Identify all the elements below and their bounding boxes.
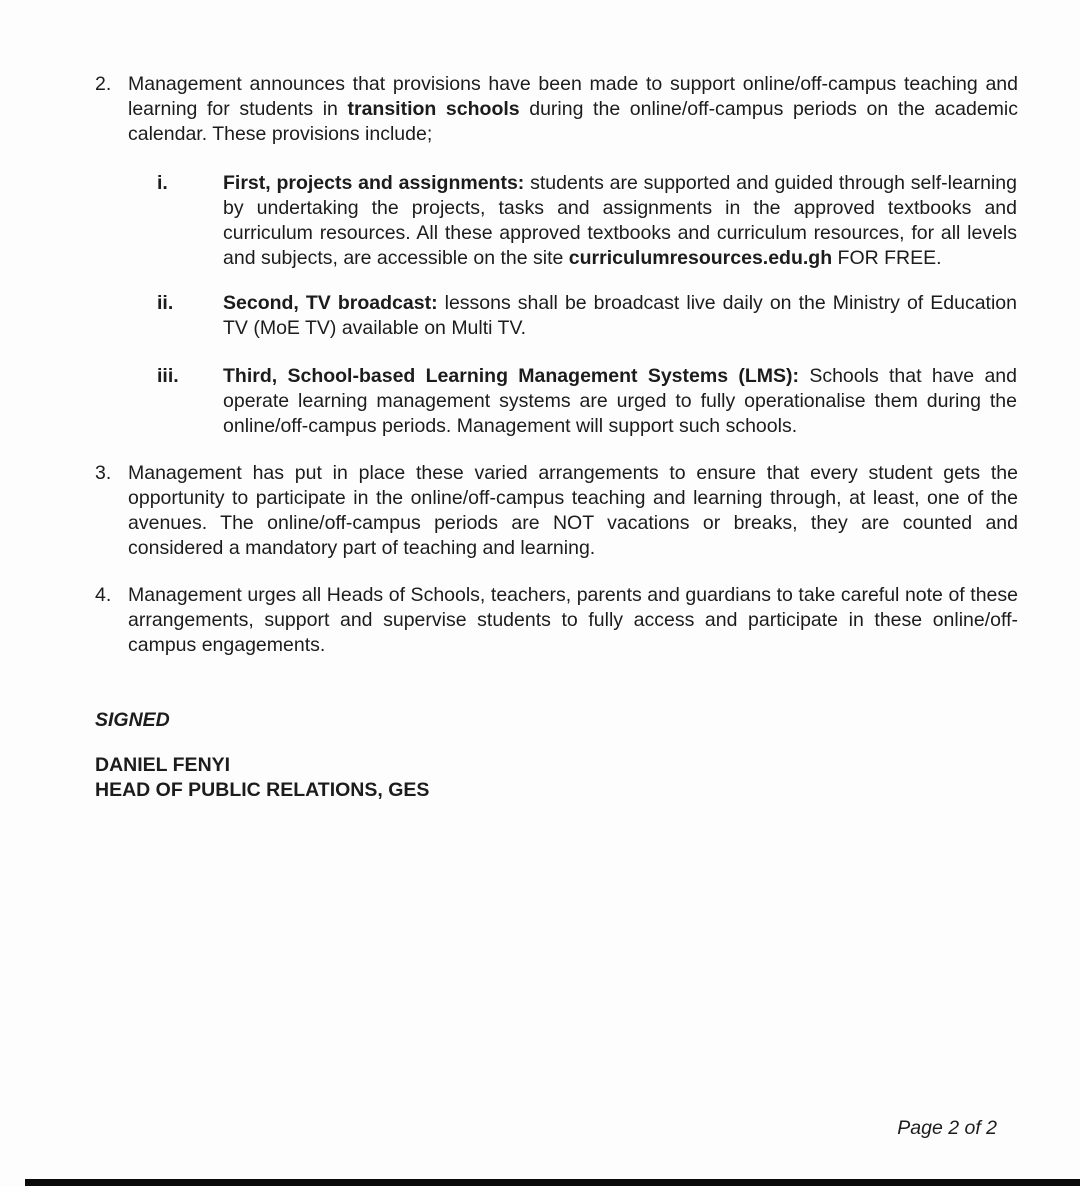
sub-item-i <box>0 171 1080 271</box>
numbered-item-3-text: Management has put in place these varied arrangements to ensure that every student gets the opportunity to participate in the online/off-campus teaching and learning through, at least, one of the avenues. The online/off-campus periods are NOT vacations or breaks, they are counted and considered a mandatory part of teaching and learning. <box>128 462 1018 559</box>
sub-item-ii-text: Second, TV broadcast: lessons shall be broadcast live daily on the Ministry of Education TV (MoE TV) available on Multi TV. <box>223 292 1017 339</box>
numbered-item-4-marker: 4. <box>95 584 112 606</box>
numbered-item-2-text: Management announces that provisions have been made to support online/off-campus teaching and learning for students in transition schools during the online/off-campus periods on the academic calendar. These provisions include; <box>128 73 1018 145</box>
signatory-title: HEAD OF PUBLIC RELATIONS, GES <box>95 779 430 801</box>
sub-item-ii <box>0 291 1080 341</box>
sub-item-i-marker: i. <box>157 172 168 194</box>
sub-item-i-text: First, projects and assignments: students are supported and guided through self-learning by undertaking the projects, tasks and assignments in the approved textbooks and curriculum resources. All these approved textbooks and curriculum resources, for all levels and subjects, are accessible on the site curriculumresources.edu.gh FOR FREE. <box>223 172 1017 269</box>
numbered-item-2-marker: 2. <box>95 73 112 95</box>
signatory-name: DANIEL FENYI <box>95 754 231 776</box>
sub-item-iii-marker: iii. <box>157 365 179 387</box>
sub-item-ii-marker: ii. <box>157 292 174 314</box>
bottom-rule <box>25 1179 1080 1186</box>
numbered-item-4-text: Management urges all Heads of Schools, teachers, parents and guardians to take careful note of these arrangements, support and supervise students to fully access and participate in these online/off-campus engagements. <box>128 584 1018 656</box>
numbered-item-4 <box>0 583 1080 658</box>
numbered-item-3 <box>0 461 1080 561</box>
signed-label: SIGNED <box>95 709 170 731</box>
numbered-item-2 <box>0 72 1080 147</box>
numbered-item-3-marker: 3. <box>95 462 112 484</box>
sub-item-iii <box>0 364 1080 439</box>
sub-item-iii-text: Third, School-based Learning Management Systems (LMS): Schools that have and operate learning management systems are urged to fully operationalise them during the online/off-campus periods. Management will support such schools. <box>223 365 1017 437</box>
page-number: Page 2 of 2 <box>897 1117 997 1139</box>
